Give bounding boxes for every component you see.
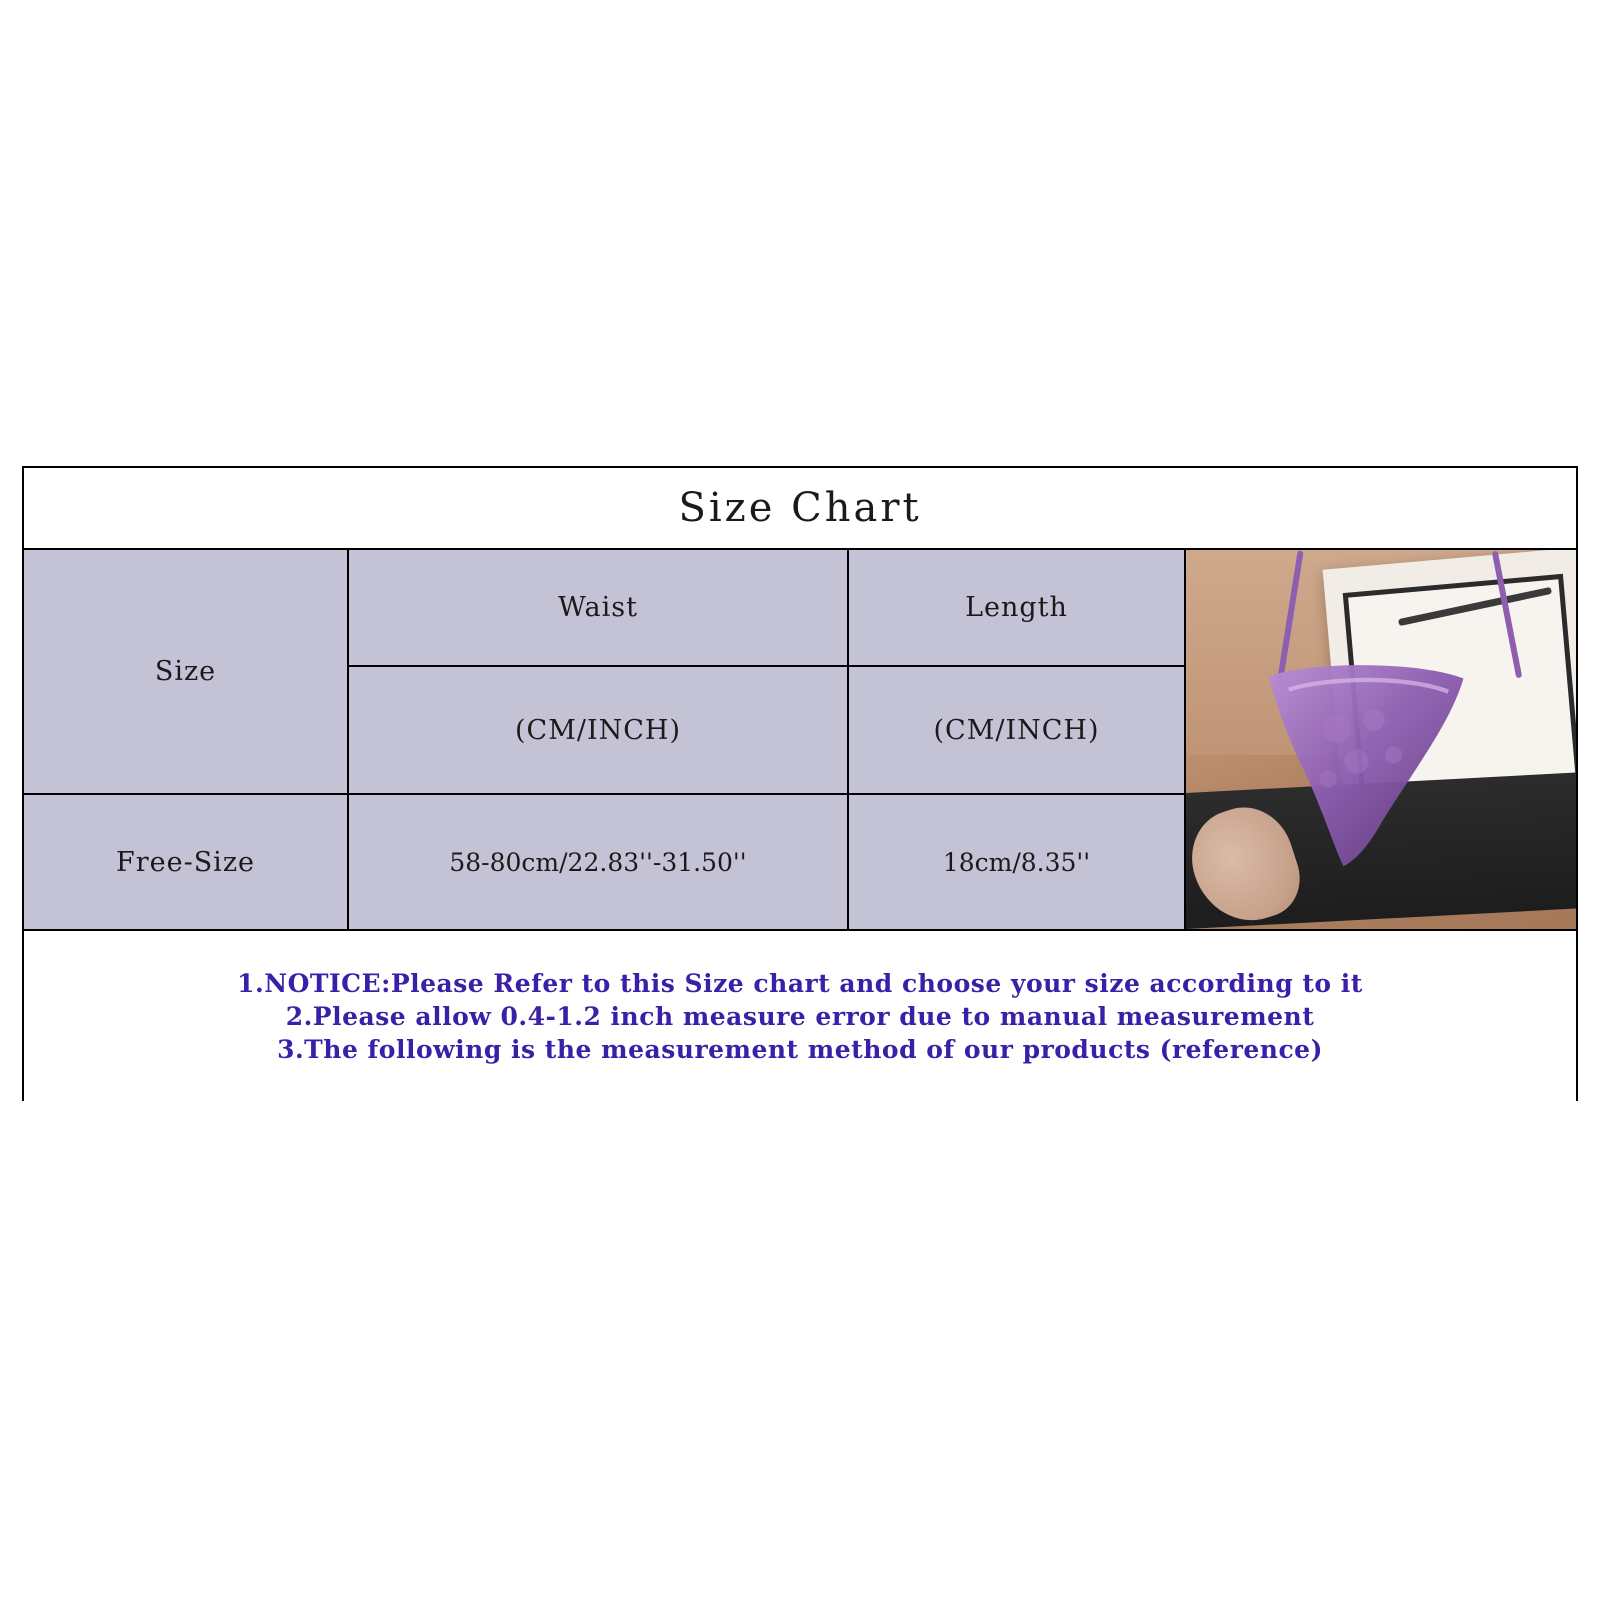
value-cell-waist (349, 795, 847, 929)
notice-line-3: 3.The following is the measurement method of our products (reference) (277, 1034, 1323, 1064)
unit-label-length: (CM/INCH) (933, 714, 1100, 746)
unit-label-waist: (CM/INCH) (515, 714, 681, 746)
size-table (24, 550, 1576, 931)
header-cell-size (24, 550, 347, 795)
product-photo (1186, 550, 1576, 929)
notice-line-1: 1.NOTICE:Please Refer to this Size chart and choose your size according to it (237, 968, 1363, 998)
garment-illustration (1256, 656, 1474, 876)
table-row (24, 795, 347, 929)
column-size (24, 550, 349, 929)
cell-size-value: Free-Size (115, 846, 256, 878)
size-chart-sheet (22, 466, 1578, 1101)
header-label-waist: Waist (558, 592, 638, 623)
header-cell-waist (349, 550, 847, 667)
notice-line-2: 2.Please allow 0.4-1.2 inch measure error due to manual measurement (285, 1001, 1315, 1031)
column-waist (349, 550, 849, 929)
chart-title-row (24, 468, 1576, 550)
unit-cell-waist (349, 667, 847, 795)
page-title: Size Chart (678, 485, 922, 531)
unit-cell-length (849, 667, 1184, 795)
value-cell-length (849, 795, 1184, 929)
header-cell-length (849, 550, 1184, 667)
photo-garment (1256, 656, 1474, 876)
header-label-length: Length (965, 592, 1068, 623)
notice-block (24, 931, 1576, 1101)
header-label-size: Size (154, 656, 217, 687)
column-length (849, 550, 1186, 929)
cell-length-value: 18cm/8.35'' (942, 847, 1091, 877)
cell-waist-value: 58-80cm/22.83''-31.50'' (449, 847, 747, 877)
